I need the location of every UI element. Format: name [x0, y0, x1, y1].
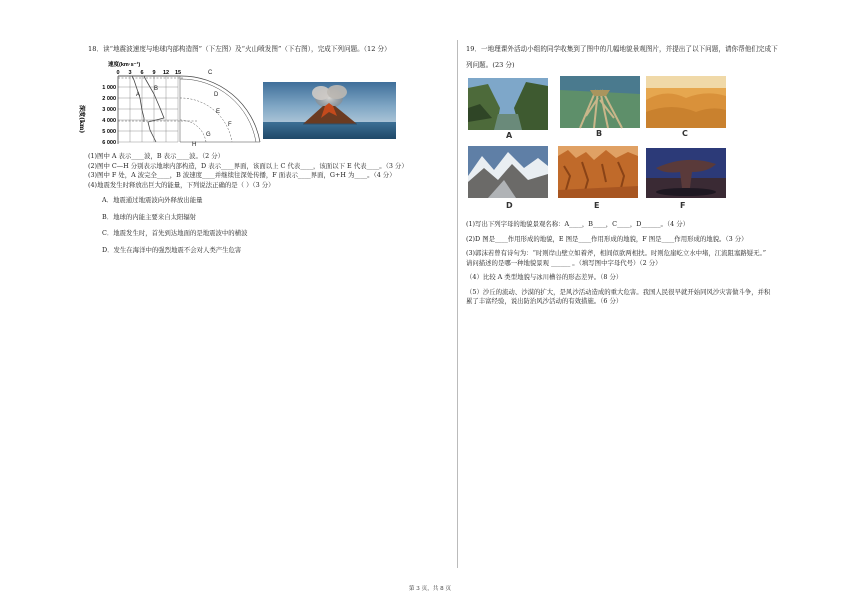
q19-sub4: （4）比较 A 类型地貌与冰川槽谷的形态差异。（8 分）	[466, 273, 623, 281]
q19-sub5-line2: 累了丰富经验，说出防治风沙活动的有效措施。（6 分）	[466, 297, 623, 305]
label-g: G	[206, 132, 211, 138]
depth-tick: 1 000	[102, 85, 116, 91]
photo-f-mushroom-rock	[646, 148, 726, 198]
speed-tick: 12	[162, 70, 170, 76]
photo-f-label: F	[680, 201, 686, 210]
q18-sub2: (2)图中 C—H 分别表示地球内部构造，D 表示____界面，该面以上 C 代表____，该面以下 E 代表____。（3 分）	[88, 161, 408, 170]
q18-header: 18．读“地震波速度与地球内部构造图”（下左图）及“火山喷发图”（下右图），完成下列问题。（12 分）	[88, 45, 391, 53]
photo-a-gorge	[468, 78, 548, 130]
volcano-eruption-photo	[263, 82, 396, 139]
photo-d-label: D	[506, 201, 513, 210]
q19-sub3-ask: 请问描述的是哪一种地貌景观 ______ 。（填写图中字母代号）（2 分）	[466, 258, 662, 267]
photo-c-dunes	[646, 76, 726, 128]
q19-sub1: (1)写出下列字母的地貌景观名称：A____，B____，C____，D______。（4 分）	[466, 220, 689, 228]
speed-tick: 6	[140, 70, 144, 76]
landform-photos	[466, 74, 831, 214]
diagram-grid	[118, 76, 178, 142]
photo-b-delta	[560, 76, 640, 128]
photo-e-label: E	[594, 201, 600, 210]
q18-option-b: B．地球的内能主要来自太阳辐射	[102, 212, 197, 221]
q19-sub5-line1: （5）沙丘的流动、沙漠的扩大，是风沙活动造成的重大危害。我国人民很早就开始同风沙灾害做斗争，并积	[466, 287, 771, 296]
q18-option-a: A．地震通过地震波向外释放出能量	[102, 196, 203, 204]
inner-core-arc	[180, 120, 206, 142]
photo-b-label: B	[596, 129, 603, 138]
q18-sub1: (1)图中 A 表示____波，B 表示____波。（2 分）	[88, 152, 224, 160]
q18-figures	[78, 58, 456, 150]
depth-tick: 6 000	[102, 140, 116, 146]
speed-axis-label: 速度(km·s⁻¹)	[108, 62, 141, 68]
question-18	[78, 44, 456, 255]
depth-tick: 2 000	[102, 96, 116, 102]
q19-sub3-quote: (3)郭沫若曾有诗句为：“时则岸山壁立如着斧，相间似欲两相扶。时则危崖屹立水中堵，江流阻塞路疑无。”	[466, 249, 766, 257]
label-c: C	[208, 70, 213, 76]
speed-tick: 0	[116, 70, 120, 76]
q18-option-d: D．发生在海洋中的强烈地震不会对人类产生危害	[102, 245, 242, 254]
label-d: D	[214, 92, 219, 98]
photo-d-glacier	[468, 146, 548, 198]
q18-sub4: (4)地震发生时释放出巨大的能量，下列说法正确的是（ ）（3 分）	[88, 180, 275, 189]
depth-axis-label: 深度(km)	[78, 105, 85, 134]
q19-sub2: (2)D 图是____作用形成的地貌，E 图是____作用形成的地貌，F 图是____作用形成的地貌。（3 分）	[466, 234, 748, 243]
depth-tick: 3 000	[102, 107, 116, 113]
photo-a-label: A	[506, 131, 513, 140]
page-footer: 第 3 页，共 8 页	[408, 586, 452, 592]
depth-tick: 5 000	[102, 129, 116, 135]
label-f: F	[228, 122, 232, 128]
q18-option-c: C．地震发生时，首先到达地面的是地震波中的横波	[102, 229, 248, 237]
depth-tick: 4 000	[102, 118, 116, 124]
label-b: B	[154, 86, 159, 92]
label-a: A	[136, 92, 141, 98]
photo-e-yardang	[558, 146, 638, 198]
speed-tick: 9	[152, 70, 156, 76]
speed-tick: 15	[174, 70, 182, 76]
q19-header-line1: 19．一地理课外活动小组的同学收集到了图中的几幅地貌景观图片，并提出了以下问题，请你帮他们完成下	[466, 45, 778, 53]
q19-header-line2: 列问题。(23 分)	[466, 61, 515, 69]
seismic-wave-diagram	[78, 58, 268, 150]
q18-sub3: (3)图中 F 处，A 波完全____，B 波速度____并继续往深处传播，F 面表示____界面，G+H 为____。（4 分）	[88, 171, 396, 179]
photo-c-label: C	[682, 129, 688, 138]
label-e: E	[216, 109, 221, 115]
column-divider	[457, 40, 458, 568]
label-h: H	[192, 142, 197, 148]
question-19	[466, 44, 831, 307]
speed-tick: 3	[128, 70, 132, 76]
